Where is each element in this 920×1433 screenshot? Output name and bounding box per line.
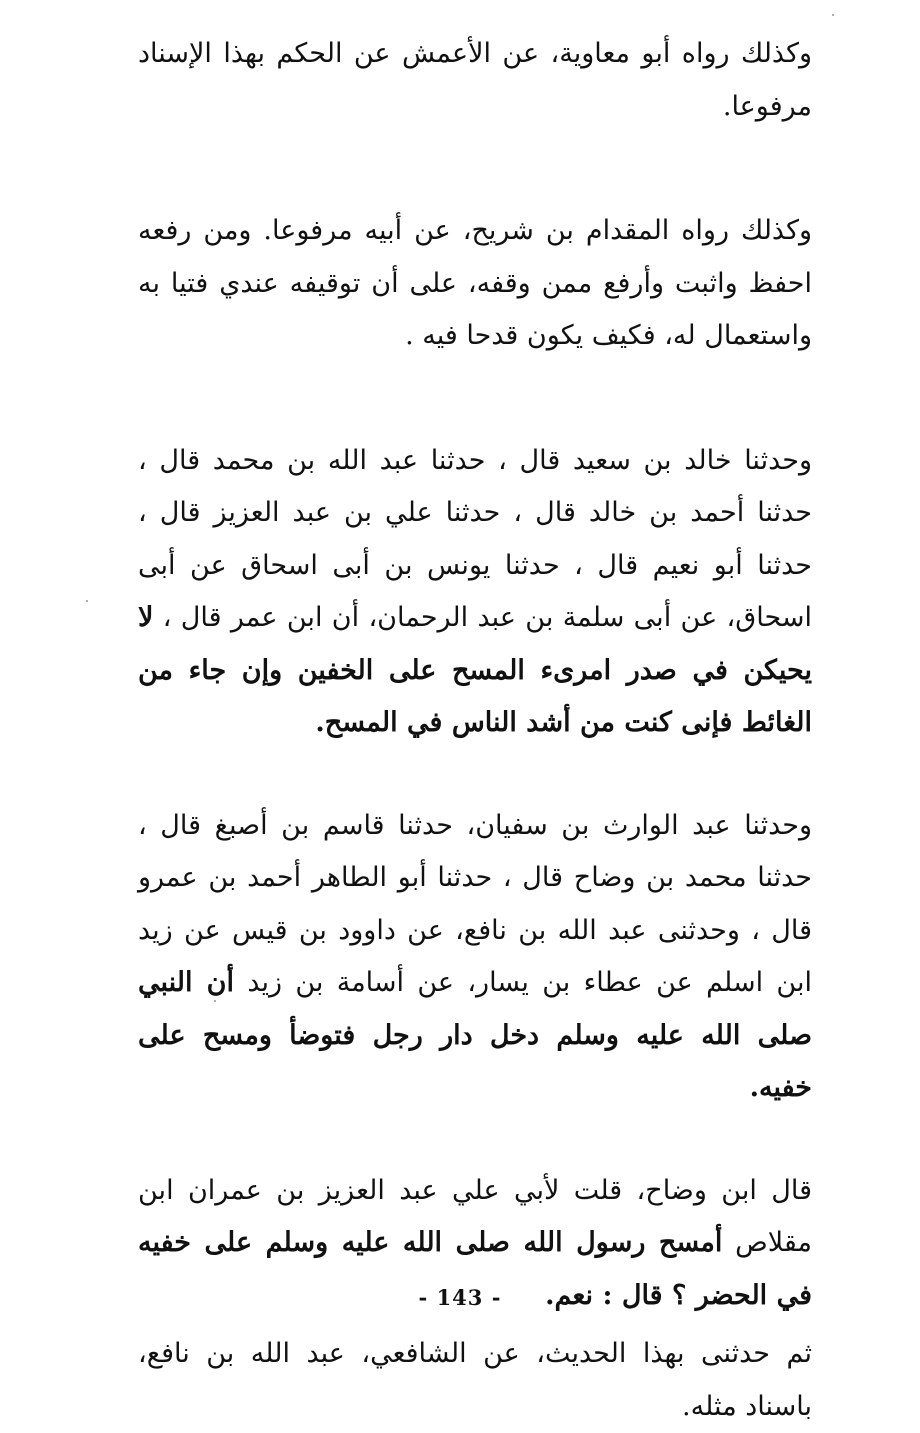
paragraph-spacer: [138, 363, 812, 435]
paragraph-3-text: وحدثنا خالد بن سعيد قال ، حدثنا عبد الله بن محمد قال ، حدثنا أحمد بن خالد قال ، حدثنا علي بن عبد العزيز قال ، حدثنا أبو نعيم قال ، حدثنا يونس بن أبى اسحاق عن أبى اسحاق، عن أبى سلمة بن عبد الرحمان، أن ابن عمر قال ،: [138, 444, 812, 633]
scan-speck: [832, 14, 834, 16]
paragraph-spacer: [138, 133, 812, 205]
paragraph-spacer: [138, 1115, 812, 1165]
paragraph-1-text: وكذلك رواه أبو معاوية، عن الأعمش عن الحكم بهذا الإسناد مرفوعا.: [138, 38, 812, 122]
paragraph-1: [138, 28, 812, 133]
paragraph-4-bold-quote: أن النبي صلى الله عليه وسلم دخل دار رجل فتوضأ ومسح على خفيه.: [138, 967, 812, 1103]
scan-speck: [86, 600, 88, 602]
paragraph-3: [138, 435, 812, 750]
paragraph-6-text: ثم حدثنى بهذا الحديث، عن الشافعي، عبد الله بن نافع، باسناد مثله.: [138, 1338, 812, 1422]
paragraph-spacer: [138, 750, 812, 800]
paragraph-5-text: قال ابن وضاح، قلت لأبي علي عبد العزيز بن عمران ابن مقلاص: [138, 1174, 812, 1258]
paragraph-2-text: وكذلك رواه المقدام بن شريح، عن أبيه مرفوعا. ومن رفعه احفظ واثبت وأرفع ممن وقفه، على أن توقيفه عندي فتيا به واستعمال له، فكيف يكون قدحا فيه .: [138, 215, 812, 351]
paragraph-3-bold-quote: لا يحيكن في صدر امرىء المسح على الخفين وإن جاء من الغائط فإنى كنت من أشد الناس في المسح.: [138, 602, 812, 738]
scan-speck: [214, 1000, 216, 1002]
paragraph-4: [138, 800, 812, 1115]
paragraph-5-bold-quote: أمسح رسول الله صلى الله عليه وسلم على خفيه في الحضر ؟ قال : نعم.: [138, 1227, 812, 1311]
paragraph-6: [138, 1328, 812, 1433]
page-number: - 143 -: [418, 1285, 502, 1310]
paragraph-4-text: وحدثنا عبد الوارث بن سفيان، حدثنا قاسم بن أصبغ قال ، حدثنا محمد بن وضاح قال ، حدثنا أبو الطاهر أحمد بن عمرو قال ، وحدثنى عبد الله بن نافع، عن داوود بن قيس عن زيد ابن اسلم عن عطاء بن يسار، عن أسامة بن زيد: [138, 809, 812, 998]
paragraph-2: [138, 205, 812, 363]
